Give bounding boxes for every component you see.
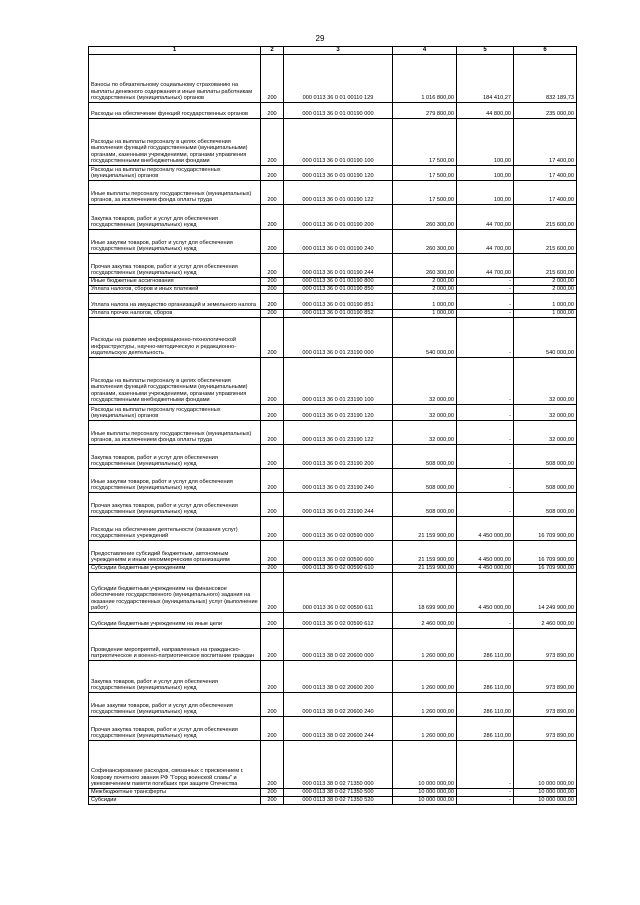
row-amount-col6: 508 000,00: [514, 445, 577, 469]
row-classification: 000 0113 36 0 01 23190 244: [284, 493, 393, 517]
row-name: Проведение мероприятий, направленных на гражданско-патриотическое и военно-патриотическое воспитание граждан: [89, 629, 261, 661]
row-amount-col6: 10 000 000,00: [514, 797, 577, 805]
column-header: 5: [457, 47, 514, 55]
row-code: 200: [261, 613, 284, 629]
row-classification: 000 0113 36 0 01 00190 852: [284, 310, 393, 318]
row-amount-col4: 32 000,00: [393, 421, 457, 445]
row-amount-col6: 973 890,00: [514, 693, 577, 717]
table-row: [89, 789, 577, 797]
table-header-row: [89, 47, 577, 55]
row-name: Прочая закупка товаров, работ и услуг для обеспечения государственных (муниципальных) нужд: [89, 254, 261, 278]
row-name: Взносы по обязательному социальному страхованию на выплаты денежного содержания и иные выплаты работникам государственных (муниципальных) органов: [89, 55, 261, 103]
table-row: [89, 541, 577, 565]
row-classification: 000 0113 36 0 01 23190 240: [284, 469, 393, 493]
table-row: [89, 629, 577, 661]
row-amount-col6: 32 000,00: [514, 358, 577, 405]
row-classification: 000 0113 36 0 02 00590 612: [284, 613, 393, 629]
table-row: [89, 565, 577, 573]
row-amount-col6: 508 000,00: [514, 493, 577, 517]
row-name: Субсидии: [89, 797, 261, 805]
row-name: Софинансирование расходов, связанных с присвоением г. Коврову почетного звания РФ "Город воинской славы" и увековечением памяти погибших при защите Отечества: [89, 741, 261, 789]
row-amount-col4: 2 000,00: [393, 286, 457, 294]
row-amount-col5: 4 450 000,00: [457, 565, 514, 573]
column-header: 3: [284, 47, 393, 55]
column-header: 2: [261, 47, 284, 55]
row-amount-col6: 973 890,00: [514, 717, 577, 741]
row-code: 200: [261, 661, 284, 693]
row-classification: 000 0113 36 0 01 00190 850: [284, 286, 393, 294]
row-amount-col6: 32 000,00: [514, 405, 577, 421]
table-row: [89, 573, 577, 613]
row-classification: 000 0113 36 0 02 00590 600: [284, 541, 393, 565]
row-classification: 000 0113 36 0 01 23190 122: [284, 421, 393, 445]
row-amount-col4: 21 159 900,00: [393, 541, 457, 565]
row-code: 200: [261, 797, 284, 805]
row-amount-col5: -: [457, 741, 514, 789]
row-code: 200: [261, 318, 284, 358]
table-row: [89, 797, 577, 805]
table-row: [89, 286, 577, 294]
row-amount-col5: 4 450 000,00: [457, 573, 514, 613]
row-amount-col4: 260 300,00: [393, 254, 457, 278]
row-amount-col6: 17 400,00: [514, 119, 577, 166]
row-amount-col4: 10 000 000,00: [393, 741, 457, 789]
row-classification: 000 0113 36 0 02 00590 000: [284, 517, 393, 541]
row-amount-col6: 508 000,00: [514, 469, 577, 493]
row-code: 200: [261, 693, 284, 717]
row-amount-col6: 540 000,00: [514, 318, 577, 358]
row-amount-col6: 16 709 900,00: [514, 517, 577, 541]
row-classification: 000 0113 36 0 01 23190 120: [284, 405, 393, 421]
row-amount-col6: 14 249 900,00: [514, 573, 577, 613]
row-code: 200: [261, 517, 284, 541]
row-amount-col4: 1 016 800,00: [393, 55, 457, 103]
row-amount-col6: 17 400,00: [514, 181, 577, 205]
table-row: [89, 517, 577, 541]
row-code: 200: [261, 445, 284, 469]
row-amount-col5: -: [457, 294, 514, 310]
row-classification: 000 0113 36 0 01 23190 200: [284, 445, 393, 469]
row-name: Иные бюджетные ассигнования: [89, 278, 261, 286]
row-name: Закупка товаров, работ и услуг для обеспечения государственных (муниципальных) нужд: [89, 205, 261, 230]
row-classification: 000 0113 38 0 02 20600 200: [284, 661, 393, 693]
row-amount-col5: 44 800,00: [457, 103, 514, 119]
row-name: Иные закупки товаров, работ и услуг для обеспечения государственных (муниципальных) нужд: [89, 230, 261, 254]
row-amount-col4: 1 000,00: [393, 294, 457, 310]
row-amount-col6: 215 600,00: [514, 205, 577, 230]
table-row: [89, 405, 577, 421]
row-amount-col6: 215 600,00: [514, 254, 577, 278]
row-code: 200: [261, 119, 284, 166]
row-classification: 000 0113 36 0 02 00590 611: [284, 573, 393, 613]
row-amount-col6: 235 000,00: [514, 103, 577, 119]
row-amount-col4: 260 300,00: [393, 205, 457, 230]
row-amount-col5: -: [457, 405, 514, 421]
row-code: 200: [261, 717, 284, 741]
row-classification: 000 0113 38 0 02 20600 240: [284, 693, 393, 717]
row-amount-col4: 279 800,00: [393, 103, 457, 119]
row-amount-col6: 832 189,73: [514, 55, 577, 103]
row-amount-col5: -: [457, 358, 514, 405]
row-code: 200: [261, 166, 284, 181]
row-code: 200: [261, 565, 284, 573]
row-name: Прочая закупка товаров, работ и услуг для обеспечения государственных (муниципальных) нужд: [89, 493, 261, 517]
row-code: 200: [261, 278, 284, 286]
table-row: [89, 294, 577, 310]
row-code: 200: [261, 358, 284, 405]
row-name: Субсидии бюджетным учреждениям: [89, 565, 261, 573]
row-amount-col5: 4 450 000,00: [457, 517, 514, 541]
row-name: Расходы на выплаты персоналу государственных (муниципальных) органов: [89, 405, 261, 421]
page-number: 29: [315, 34, 325, 43]
table-row: [89, 166, 577, 181]
table-row: [89, 469, 577, 493]
table-row: [89, 493, 577, 517]
row-amount-col5: -: [457, 613, 514, 629]
row-code: 200: [261, 629, 284, 661]
table-row: [89, 119, 577, 166]
row-amount-col4: 508 000,00: [393, 445, 457, 469]
row-amount-col5: 286 110,00: [457, 717, 514, 741]
row-amount-col4: 1 260 000,00: [393, 693, 457, 717]
row-name: Прочая закупка товаров, работ и услуг для обеспечения государственных (муниципальных) нужд: [89, 717, 261, 741]
row-name: Расходы на обеспечение деятельности (оказания услуг) государственных учреждений: [89, 517, 261, 541]
row-amount-col6: 16 709 900,00: [514, 541, 577, 565]
row-amount-col4: 1 260 000,00: [393, 717, 457, 741]
row-classification: 000 0113 36 0 01 00190 122: [284, 181, 393, 205]
row-amount-col5: 286 110,00: [457, 661, 514, 693]
row-classification: 000 0113 36 0 01 00190 851: [284, 294, 393, 310]
row-amount-col4: 21 159 900,00: [393, 517, 457, 541]
row-classification: 000 0113 36 0 01 00190 240: [284, 230, 393, 254]
table-row: [89, 254, 577, 278]
row-classification: 000 0113 36 0 01 00190 100: [284, 119, 393, 166]
row-name: Уплата налогов, сборов и иных платежей: [89, 286, 261, 294]
row-name: Иные закупки товаров, работ и услуг для обеспечения государственных (муниципальных) нужд: [89, 469, 261, 493]
row-amount-col5: 100,00: [457, 181, 514, 205]
row-amount-col5: -: [457, 789, 514, 797]
row-name: Межбюджетные трансферты: [89, 789, 261, 797]
row-classification: 000 0113 36 0 01 23190 100: [284, 358, 393, 405]
row-amount-col4: 508 000,00: [393, 469, 457, 493]
row-name: Закупка товаров, работ и услуг для обеспечения государственных (муниципальных) нужд: [89, 445, 261, 469]
row-amount-col5: -: [457, 493, 514, 517]
row-code: 200: [261, 469, 284, 493]
column-header: 6: [514, 47, 577, 55]
row-classification: 000 0113 38 0 02 71350 000: [284, 741, 393, 789]
row-amount-col5: -: [457, 278, 514, 286]
row-amount-col4: 32 000,00: [393, 405, 457, 421]
row-amount-col6: 2 000,00: [514, 278, 577, 286]
row-amount-col6: 973 890,00: [514, 629, 577, 661]
row-code: 200: [261, 254, 284, 278]
row-amount-col6: 17 400,00: [514, 166, 577, 181]
row-name: Расходы на выплаты персоналу в целях обеспечения выполнения функций государственными (муниципальными) органами, казенными учреждениями, органами управления государственными внебюджетными фондами: [89, 358, 261, 405]
row-code: 200: [261, 294, 284, 310]
row-amount-col5: 4 450 000,00: [457, 541, 514, 565]
row-amount-col6: 2 460 000,00: [514, 613, 577, 629]
row-classification: 000 0113 36 0 01 00190 120: [284, 166, 393, 181]
row-amount-col4: 32 000,00: [393, 358, 457, 405]
row-amount-col5: 44 700,00: [457, 230, 514, 254]
row-name: Иные закупки товаров, работ и услуг для обеспечения государственных (муниципальных) нужд: [89, 693, 261, 717]
row-name: Уплата прочих налогов, сборов: [89, 310, 261, 318]
row-classification: 000 0113 36 0 01 00190 000: [284, 103, 393, 119]
row-amount-col4: 260 300,00: [393, 230, 457, 254]
row-classification: 000 0113 36 0 01 00110 129: [284, 55, 393, 103]
row-amount-col5: -: [457, 445, 514, 469]
row-classification: 000 0113 36 0 01 00190 244: [284, 254, 393, 278]
row-code: 200: [261, 789, 284, 797]
row-amount-col5: -: [457, 310, 514, 318]
column-header: 4: [393, 47, 457, 55]
row-code: 200: [261, 205, 284, 230]
row-name: Расходы на выплаты персоналу в целях обеспечения выполнения функций государственными (муниципальными) органами, казенными учреждениями, органами управления государственными внебюджетными фондами: [89, 119, 261, 166]
row-code: 200: [261, 310, 284, 318]
row-amount-col4: 17 500,00: [393, 181, 457, 205]
row-amount-col6: 973 890,00: [514, 661, 577, 693]
row-code: 200: [261, 541, 284, 565]
row-amount-col6: 215 600,00: [514, 230, 577, 254]
row-name: Закупка товаров, работ и услуг для обеспечения государственных (муниципальных) нужд: [89, 661, 261, 693]
row-amount-col6: 32 000,00: [514, 421, 577, 445]
row-classification: 000 0113 36 0 01 00190 200: [284, 205, 393, 230]
row-amount-col6: 16 709 900,00: [514, 565, 577, 573]
row-name: Иные выплаты персоналу государственных (муниципальных) органов, за исключением фонда оплаты труда: [89, 181, 261, 205]
row-amount-col5: 100,00: [457, 119, 514, 166]
row-amount-col4: 18 699 900,00: [393, 573, 457, 613]
row-amount-col6: 10 000 000,00: [514, 741, 577, 789]
table-row: [89, 717, 577, 741]
row-classification: 000 0113 38 0 02 20600 000: [284, 629, 393, 661]
table-row: [89, 310, 577, 318]
row-classification: 000 0113 36 0 01 23190 000: [284, 318, 393, 358]
table-row: [89, 278, 577, 286]
row-name: Предоставление субсидий бюджетным, автономным учреждениям и иным некоммерческим организациям: [89, 541, 261, 565]
row-amount-col4: 2 000,00: [393, 278, 457, 286]
table-row: [89, 693, 577, 717]
row-code: 200: [261, 55, 284, 103]
row-amount-col5: 286 110,00: [457, 693, 514, 717]
row-amount-col4: 17 500,00: [393, 166, 457, 181]
row-name: Субсидии бюджетным учреждениям на финансовое обеспечение государственного (муниципального) задания на оказание государственных (муниципальных) услуг (выполнение работ): [89, 573, 261, 613]
table-row: [89, 358, 577, 405]
row-amount-col5: 184 410,27: [457, 55, 514, 103]
table-row: [89, 445, 577, 469]
row-amount-col5: -: [457, 797, 514, 805]
table-row: [89, 55, 577, 103]
row-amount-col4: 1 260 000,00: [393, 661, 457, 693]
row-amount-col4: 17 500,00: [393, 119, 457, 166]
row-amount-col5: -: [457, 286, 514, 294]
table-row: [89, 230, 577, 254]
row-amount-col6: 1 000,00: [514, 310, 577, 318]
table-row: [89, 181, 577, 205]
row-name: Уплата налога на имущество организаций и земельного налога: [89, 294, 261, 310]
row-classification: 000 0113 38 0 02 71350 500: [284, 789, 393, 797]
row-amount-col4: 10 000 000,00: [393, 789, 457, 797]
table-row: [89, 318, 577, 358]
row-code: 200: [261, 573, 284, 613]
row-code: 200: [261, 103, 284, 119]
row-name: Расходы на развитие информационно-технологической инфраструктуры, научно-методическую и редакционно-издательскую деятельность: [89, 318, 261, 358]
row-code: 200: [261, 421, 284, 445]
row-name: Расходы на обеспечение функций государственных органов: [89, 103, 261, 119]
row-amount-col5: -: [457, 318, 514, 358]
table-row: [89, 103, 577, 119]
row-amount-col6: 2 000,00: [514, 286, 577, 294]
table-row: [89, 421, 577, 445]
row-name: Субсидии бюджетным учреждениям на иные цели: [89, 613, 261, 629]
budget-table-body: [89, 47, 577, 805]
row-amount-col4: 10 000 000,00: [393, 797, 457, 805]
table-row: [89, 205, 577, 230]
row-amount-col6: 10 000 000,00: [514, 789, 577, 797]
row-amount-col4: 508 000,00: [393, 493, 457, 517]
row-name: Иные выплаты персоналу государственных (муниципальных) органов, за исключением фонда оплаты труда: [89, 421, 261, 445]
row-amount-col5: 44 700,00: [457, 254, 514, 278]
row-amount-col4: 2 460 000,00: [393, 613, 457, 629]
row-amount-col6: 1 000,00: [514, 294, 577, 310]
row-amount-col5: 44 700,00: [457, 205, 514, 230]
row-code: 200: [261, 493, 284, 517]
row-classification: 000 0113 36 0 02 00590 610: [284, 565, 393, 573]
row-classification: 000 0113 38 0 02 20600 244: [284, 717, 393, 741]
table-row: [89, 661, 577, 693]
row-code: 200: [261, 286, 284, 294]
row-amount-col5: -: [457, 469, 514, 493]
budget-table: [88, 46, 577, 805]
table-row: [89, 741, 577, 789]
row-amount-col4: 540 000,00: [393, 318, 457, 358]
row-amount-col5: 100,00: [457, 166, 514, 181]
row-amount-col4: 1 000,00: [393, 310, 457, 318]
row-amount-col5: -: [457, 421, 514, 445]
row-name: Расходы на выплаты персоналу государственных (муниципальных) органов: [89, 166, 261, 181]
row-amount-col4: 1 260 000,00: [393, 629, 457, 661]
table-row: [89, 613, 577, 629]
row-classification: 000 0113 36 0 01 00190 800: [284, 278, 393, 286]
row-amount-col5: 286 110,00: [457, 629, 514, 661]
row-code: 200: [261, 230, 284, 254]
row-classification: 000 0113 38 0 02 71350 520: [284, 797, 393, 805]
row-amount-col4: 21 159 900,00: [393, 565, 457, 573]
row-code: 200: [261, 405, 284, 421]
row-code: 200: [261, 741, 284, 789]
row-code: 200: [261, 181, 284, 205]
column-header: 1: [89, 47, 261, 55]
